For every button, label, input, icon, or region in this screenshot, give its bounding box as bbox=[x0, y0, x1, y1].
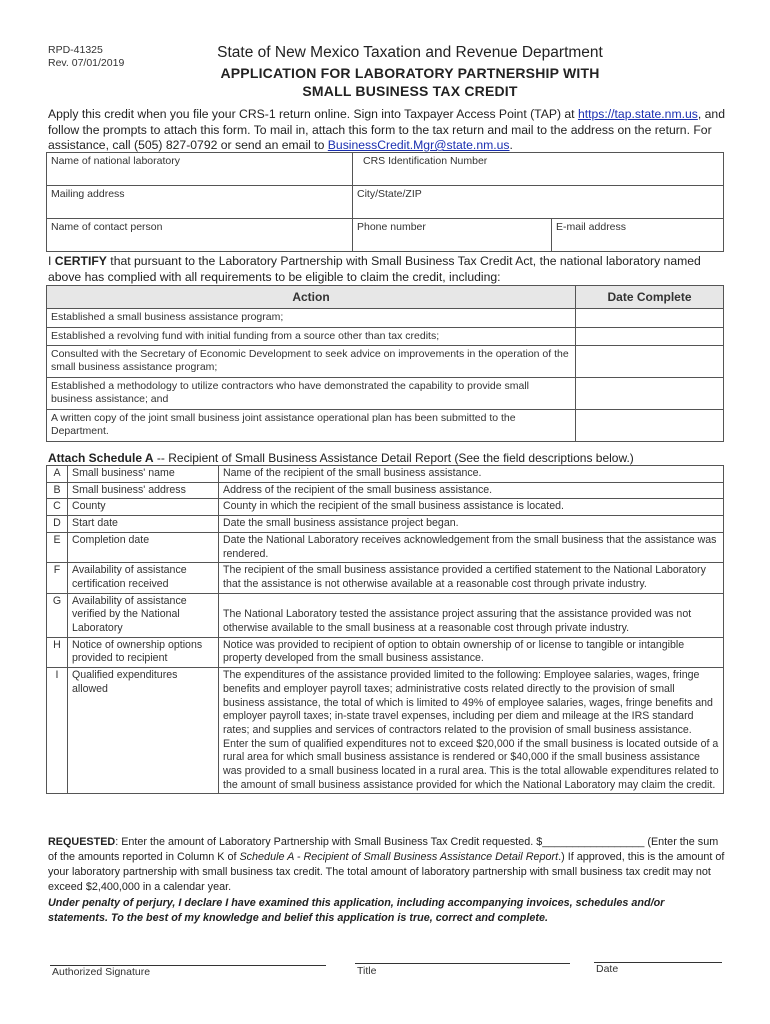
schedule-row bbox=[47, 668, 724, 794]
tap-link[interactable]: https://tap.state.nm.us bbox=[577, 107, 698, 121]
schedule-a-rest: -- Recipient of Small Business Assistance Detail Report (See the field descriptions below.) bbox=[153, 451, 634, 465]
field-letter: C bbox=[47, 499, 68, 516]
title-label: Title bbox=[357, 965, 377, 977]
requested-text-2: .) If approved, this is the amount of your laboratory partnership with small business tax credit. The total amount of laboratory partnership with small business tax credit may not exceed $2,400,000 in a calendar year. bbox=[48, 851, 725, 893]
field-letter: D bbox=[47, 516, 68, 533]
action-column-header: Action bbox=[47, 286, 576, 309]
field-name: Small business' address bbox=[68, 482, 219, 499]
field-letter: G bbox=[47, 593, 68, 637]
lab-name-label: Name of national laboratory bbox=[51, 155, 180, 167]
field-letter: A bbox=[47, 466, 68, 483]
phone-field[interactable] bbox=[353, 219, 552, 252]
schedule-row bbox=[47, 466, 724, 483]
form-title bbox=[150, 64, 670, 100]
intro-paragraph bbox=[48, 107, 728, 154]
date-complete-cell[interactable] bbox=[576, 410, 724, 442]
title-line[interactable] bbox=[355, 963, 570, 964]
email-field[interactable] bbox=[552, 219, 724, 252]
crs-id-label: CRS Identification Number bbox=[363, 155, 488, 167]
schedule-row bbox=[47, 499, 724, 516]
field-description: Date the small business assistance project began. bbox=[219, 516, 724, 533]
field-name: Availability of assistance certification received bbox=[68, 563, 219, 593]
certify-text: that pursuant to the Laboratory Partnership with Small Business Tax Credit Act, the national laboratory named above has complied with all requirements to be eligible to claim the credit, including: bbox=[48, 254, 701, 284]
intro-text-1: Apply this credit when you file your CRS-1 return online. Sign into Taxpayer Access Point (TAP) at bbox=[48, 107, 578, 121]
date-label: Date bbox=[596, 963, 619, 975]
field-letter: F bbox=[47, 563, 68, 593]
action-row: A written copy of the joint small business joint assistance operational plan has been submitted to the Department. bbox=[47, 410, 576, 442]
date-complete-cell[interactable] bbox=[576, 378, 724, 410]
schedule-row bbox=[47, 563, 724, 593]
city-state-zip-field[interactable] bbox=[353, 186, 724, 219]
mailing-address-field[interactable] bbox=[47, 186, 353, 219]
requested-amount-section bbox=[48, 835, 726, 895]
schedule-row bbox=[47, 593, 724, 637]
intro-text-2: , and follow the prompts to attach this form. To mail in, attach this form to the tax return and mail to the address on the return. For assistance, call (505) 827-0792 or send an email to bbox=[48, 107, 725, 152]
title-line-1: APPLICATION FOR LABORATORY PARTNERSHIP WITH bbox=[220, 65, 600, 81]
applicant-info-table bbox=[46, 152, 724, 252]
schedule-row bbox=[47, 482, 724, 499]
email-label: E-mail address bbox=[556, 221, 627, 233]
schedule-a-heading bbox=[48, 451, 634, 465]
actions-table bbox=[46, 285, 724, 442]
form-number: RPD-41325 bbox=[48, 44, 103, 56]
field-description: The expenditures of the assistance provided limited to the following: Employee salaries, wages, fringe benefits and employer payroll taxes; administrative costs related directly to the provision of small business assistance, the total of which is limited to 49% of employee salaries, wages, fringe benefits and employer payroll taxes; in-state travel expenses, including per diem and mileage at the IRS standard rates; and supplies and services of contractors related to the provision of small business assistance. Enter the sum of qualified expenditures not to exceed $20,000 if the small business is located outside of a rural area for which small business assistance is rendered or $40,000 if the small business assistance was provided to a small business located in a rural area. This is the total allowable expenditures related to the amount of small business assistance provided for which the National Laboratory may claim the credit. bbox=[219, 668, 724, 794]
field-description: The recipient of the small business assistance provided a certified statement to the National Laboratory that the assistance is not otherwise available at a reasonable cost through private industry. bbox=[219, 563, 724, 593]
mailing-address-label: Mailing address bbox=[51, 188, 125, 200]
field-name: Small business' name bbox=[68, 466, 219, 483]
field-name: County bbox=[68, 499, 219, 516]
schedule-row bbox=[47, 532, 724, 562]
field-description: Date the National Laboratory receives acknowledgement from the small business that the assistance was rendered. bbox=[219, 532, 724, 562]
city-state-zip-label: City/State/ZIP bbox=[357, 188, 422, 200]
field-name: Completion date bbox=[68, 532, 219, 562]
action-row: Established a methodology to utilize contractors who have demonstrated the capability to provide small business assistance; and bbox=[47, 378, 576, 410]
certify-lead: I bbox=[48, 254, 55, 268]
phone-label: Phone number bbox=[357, 221, 426, 233]
certify-statement bbox=[48, 254, 728, 285]
authorized-signature-label: Authorized Signature bbox=[52, 966, 151, 978]
field-description: County in which the recipient of the small business assistance is located. bbox=[219, 499, 724, 516]
email-link[interactable]: BusinessCredit.Mgr@state.nm.us bbox=[327, 138, 510, 152]
field-name: Start date bbox=[68, 516, 219, 533]
crs-id-field[interactable] bbox=[353, 153, 724, 186]
field-name: Qualified expenditures allowed bbox=[68, 668, 219, 794]
contact-person-field[interactable] bbox=[47, 219, 353, 252]
date-complete-cell[interactable] bbox=[576, 346, 724, 378]
field-name: Notice of ownership options provided to recipient bbox=[68, 637, 219, 667]
schedule-row bbox=[47, 516, 724, 533]
form-revision: Rev. 07/01/2019 bbox=[48, 57, 125, 69]
action-row: Consulted with the Secretary of Economic Development to seek advice on improvements in the operation of the small business assistance program; bbox=[47, 346, 576, 378]
schedule-a-fields-table bbox=[46, 465, 724, 794]
field-name: Availability of assistance verified by the National Laboratory bbox=[68, 593, 219, 637]
action-row: Established a revolving fund with initial funding from a source other than tax credits; bbox=[47, 328, 576, 346]
intro-text-3: . bbox=[509, 138, 513, 152]
field-letter: E bbox=[47, 532, 68, 562]
title-line-2: SMALL BUSINESS TAX CREDIT bbox=[302, 83, 518, 99]
field-description: The National Laboratory tested the assistance project assuring that the assistance provided was not otherwise available to the small business at a reasonable cost through private industry. bbox=[219, 593, 724, 637]
date-column-header: Date Complete bbox=[576, 286, 724, 309]
schedule-a-bold: Attach Schedule A bbox=[48, 451, 154, 465]
lab-name-field[interactable] bbox=[47, 153, 353, 186]
field-description: Name of the recipient of the small business assistance. bbox=[219, 466, 724, 483]
field-letter: I bbox=[47, 668, 68, 794]
perjury-statement: Under penalty of perjury, I declare I have examined this application, including accompanying invoices, schedules and/or statements. To the best of my knowledge and belief this application is true, correct and complete. bbox=[48, 897, 665, 924]
schedule-row bbox=[47, 637, 724, 667]
schedule-a-reference: Schedule A - Recipient of Small Business Assistance Detail Report bbox=[239, 851, 559, 863]
action-row: Established a small business assistance program; bbox=[47, 309, 576, 328]
field-description: Notice was provided to recipient of option to obtain ownership of or license to tangible or intangible property developed from the small business assistance. bbox=[219, 637, 724, 667]
requested-text-1: : Enter the amount of Laboratory Partnership with Small Business Tax Credit requested. $_________________ (Enter the sum of the amounts reported in Column K of bbox=[48, 836, 719, 863]
certify-keyword: CERTIFY bbox=[54, 254, 107, 268]
department-name: State of New Mexico Taxation and Revenue Department bbox=[217, 44, 603, 61]
requested-label: REQUESTED bbox=[48, 836, 116, 848]
date-complete-cell[interactable] bbox=[576, 309, 724, 328]
field-letter: H bbox=[47, 637, 68, 667]
field-letter: B bbox=[47, 482, 68, 499]
date-complete-cell[interactable] bbox=[576, 328, 724, 346]
contact-person-label: Name of contact person bbox=[51, 221, 163, 233]
field-description: Address of the recipient of the small business assistance. bbox=[219, 482, 724, 499]
form-id-block bbox=[48, 44, 124, 70]
